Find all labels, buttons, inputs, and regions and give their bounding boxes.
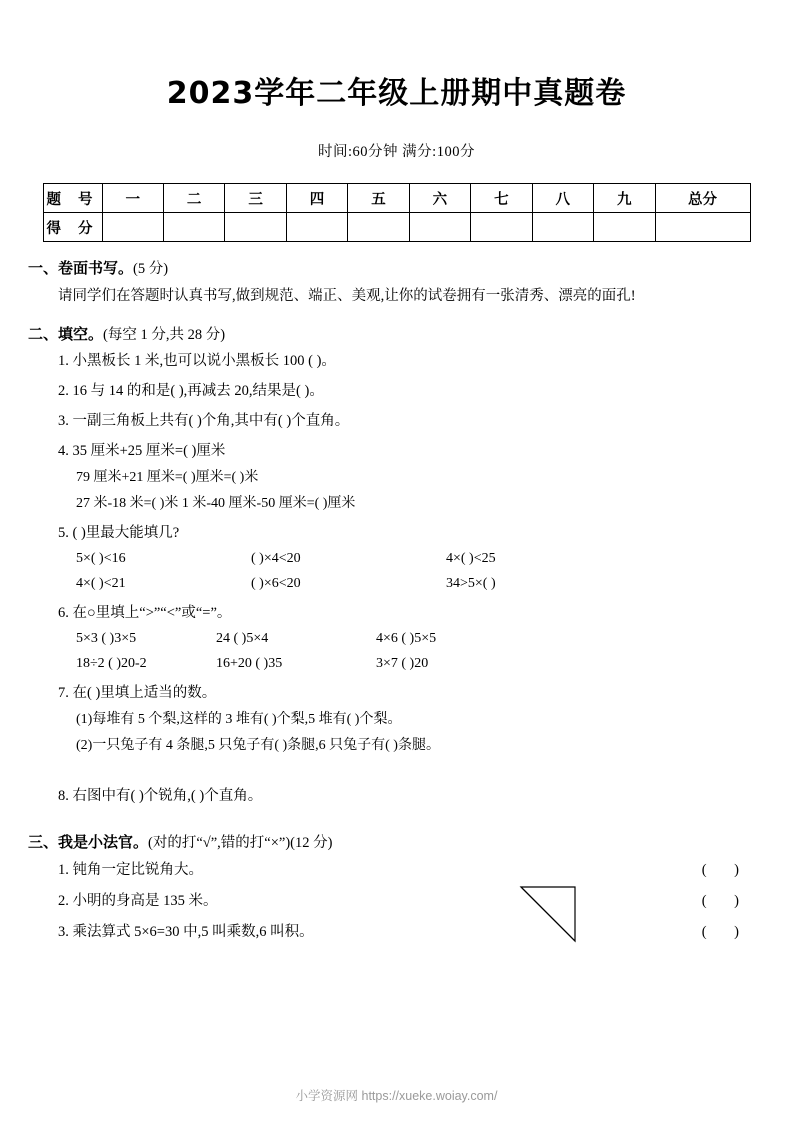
question-3-1-answer-box[interactable]: ( ) [701,862,751,878]
q5-r2-c3: 34>5×( ) [446,576,496,591]
q5-r1-c3: 4×( )<25 [446,551,496,566]
score-cell-6[interactable] [409,213,470,242]
right-triangle-figure [518,884,578,944]
section-1-heading [28,257,765,278]
watermark: 小学资源网 https://xueke.woiay.com/ [295,1089,498,1103]
page-content [28,0,765,945]
question-2-4-line-3: 27 米-18 米=( )米 1 米-40 厘米-50 厘米=( )厘米 [76,496,356,511]
q6-r1-c3: 4×6 ( )5×5 [376,631,437,646]
cell-col-9: 九 [594,184,656,213]
exam-meta: 时间:60分钟 满分:100分 [318,144,475,160]
section-3-heading [28,831,765,852]
question-2-4-line-2: 79 厘米+21 厘米=( )厘米=( )米 [76,470,259,485]
q5-r2-c2: ( )×6<20 [251,576,301,591]
section-3-score: (对的打“√”,错的打“×”)(12 分) [148,835,333,851]
section-2-score: (每空 1 分,共 28 分) [103,327,226,343]
question-3-2-text: 2. 小明的身高是 135 米。 [58,893,218,909]
row-label-question-number: 题 号 [43,184,102,213]
section-1-score: (5 分) [133,261,169,277]
score-cell-2[interactable] [163,213,224,242]
question-2-4: 4. 35 厘米+25 厘米=( )厘米 [58,443,226,459]
q6-r2-c1: 18÷2 ( )20-2 [76,656,147,671]
question-3-1-text: 1. 钝角一定比锐角大。 [58,862,203,878]
question-3-2 [28,889,765,914]
cell-col-5: 五 [348,184,409,213]
cell-col-7: 七 [471,184,532,213]
table-row [43,213,750,242]
question-2-7: 7. 在( )里填上适当的数。 [58,685,217,701]
score-cell-3[interactable] [225,213,286,242]
question-2-5: 5. ( )里最大能填几? [58,525,180,541]
section-3-title: 三、我是小法官。 [28,833,149,851]
score-cell-total[interactable] [655,213,750,242]
question-2-6-row-1 [28,627,765,651]
row-label-score: 得 分 [43,213,102,242]
score-cell-7[interactable] [471,213,532,242]
cell-col-8: 八 [532,184,593,213]
question-2-5-row-1 [28,547,765,571]
question-3-1 [28,858,765,883]
cell-col-3: 三 [225,184,286,213]
question-2-6: 6. 在○里填上“>”“<”或“=”。 [58,605,232,621]
cell-col-4: 四 [286,184,347,213]
cell-col-2: 二 [163,184,224,213]
score-cell-9[interactable] [594,213,656,242]
table-row [43,184,750,213]
section-1-paragraph: 请同学们在答题时认真书写,做到规范、端正、美观,让你的试卷拥有一张清秀、漂亮的面孔! [58,288,636,304]
section-2-heading [28,323,765,344]
question-2-7-sub-2: (2)一只兔子有 4 条腿,5 只兔子有( )条腿,6 只兔子有( )条腿。 [76,738,440,753]
cell-col-total: 总分 [655,184,750,213]
question-3-2-answer-box[interactable]: ( ) [701,893,751,909]
q6-r2-c3: 3×7 ( )20 [376,656,429,671]
question-3-3-text: 3. 乘法算式 5×6=30 中,5 叫乘数,6 叫积。 [58,924,314,940]
section-2-title: 二、填空。 [28,325,104,343]
score-table [43,183,751,242]
question-2-3: 3. 一副三角板上共有( )个角,其中有( )个直角。 [58,413,350,429]
q6-r1-c1: 5×3 ( )3×5 [76,631,137,646]
q6-r1-c2: 24 ( )5×4 [216,631,269,646]
question-2-1: 1. 小黑板长 1 米,也可以说小黑板长 100 ( )。 [58,353,336,369]
question-2-7-sub-1: (1)每堆有 5 个梨,这样的 3 堆有( )个梨,5 堆有( )个梨。 [76,712,402,727]
score-cell-1[interactable] [102,213,163,242]
section-1-title: 一、卷面书写。 [28,259,134,277]
score-cell-5[interactable] [348,213,409,242]
cell-col-6: 六 [409,184,470,213]
page-title: 2023学年二年级上册期中真题卷 [166,76,627,111]
question-2-8: 8. 右图中有( )个锐角,( )个直角。 [58,788,263,804]
cell-col-1: 一 [102,184,163,213]
question-2-5-row-2 [28,572,765,596]
question-3-3-answer-box[interactable]: ( ) [701,924,751,940]
q5-r1-c1: 5×( )<16 [76,551,126,566]
score-cell-8[interactable] [532,213,593,242]
question-2-2: 2. 16 与 14 的和是( ),再减去 20,结果是( )。 [58,383,324,399]
score-cell-4[interactable] [286,213,347,242]
question-2-6-row-2 [28,652,765,676]
question-3-3 [28,920,765,945]
q6-r2-c2: 16+20 ( )35 [216,656,283,671]
q5-r1-c2: ( )×4<20 [251,551,301,566]
q5-r2-c1: 4×( )<21 [76,576,126,591]
